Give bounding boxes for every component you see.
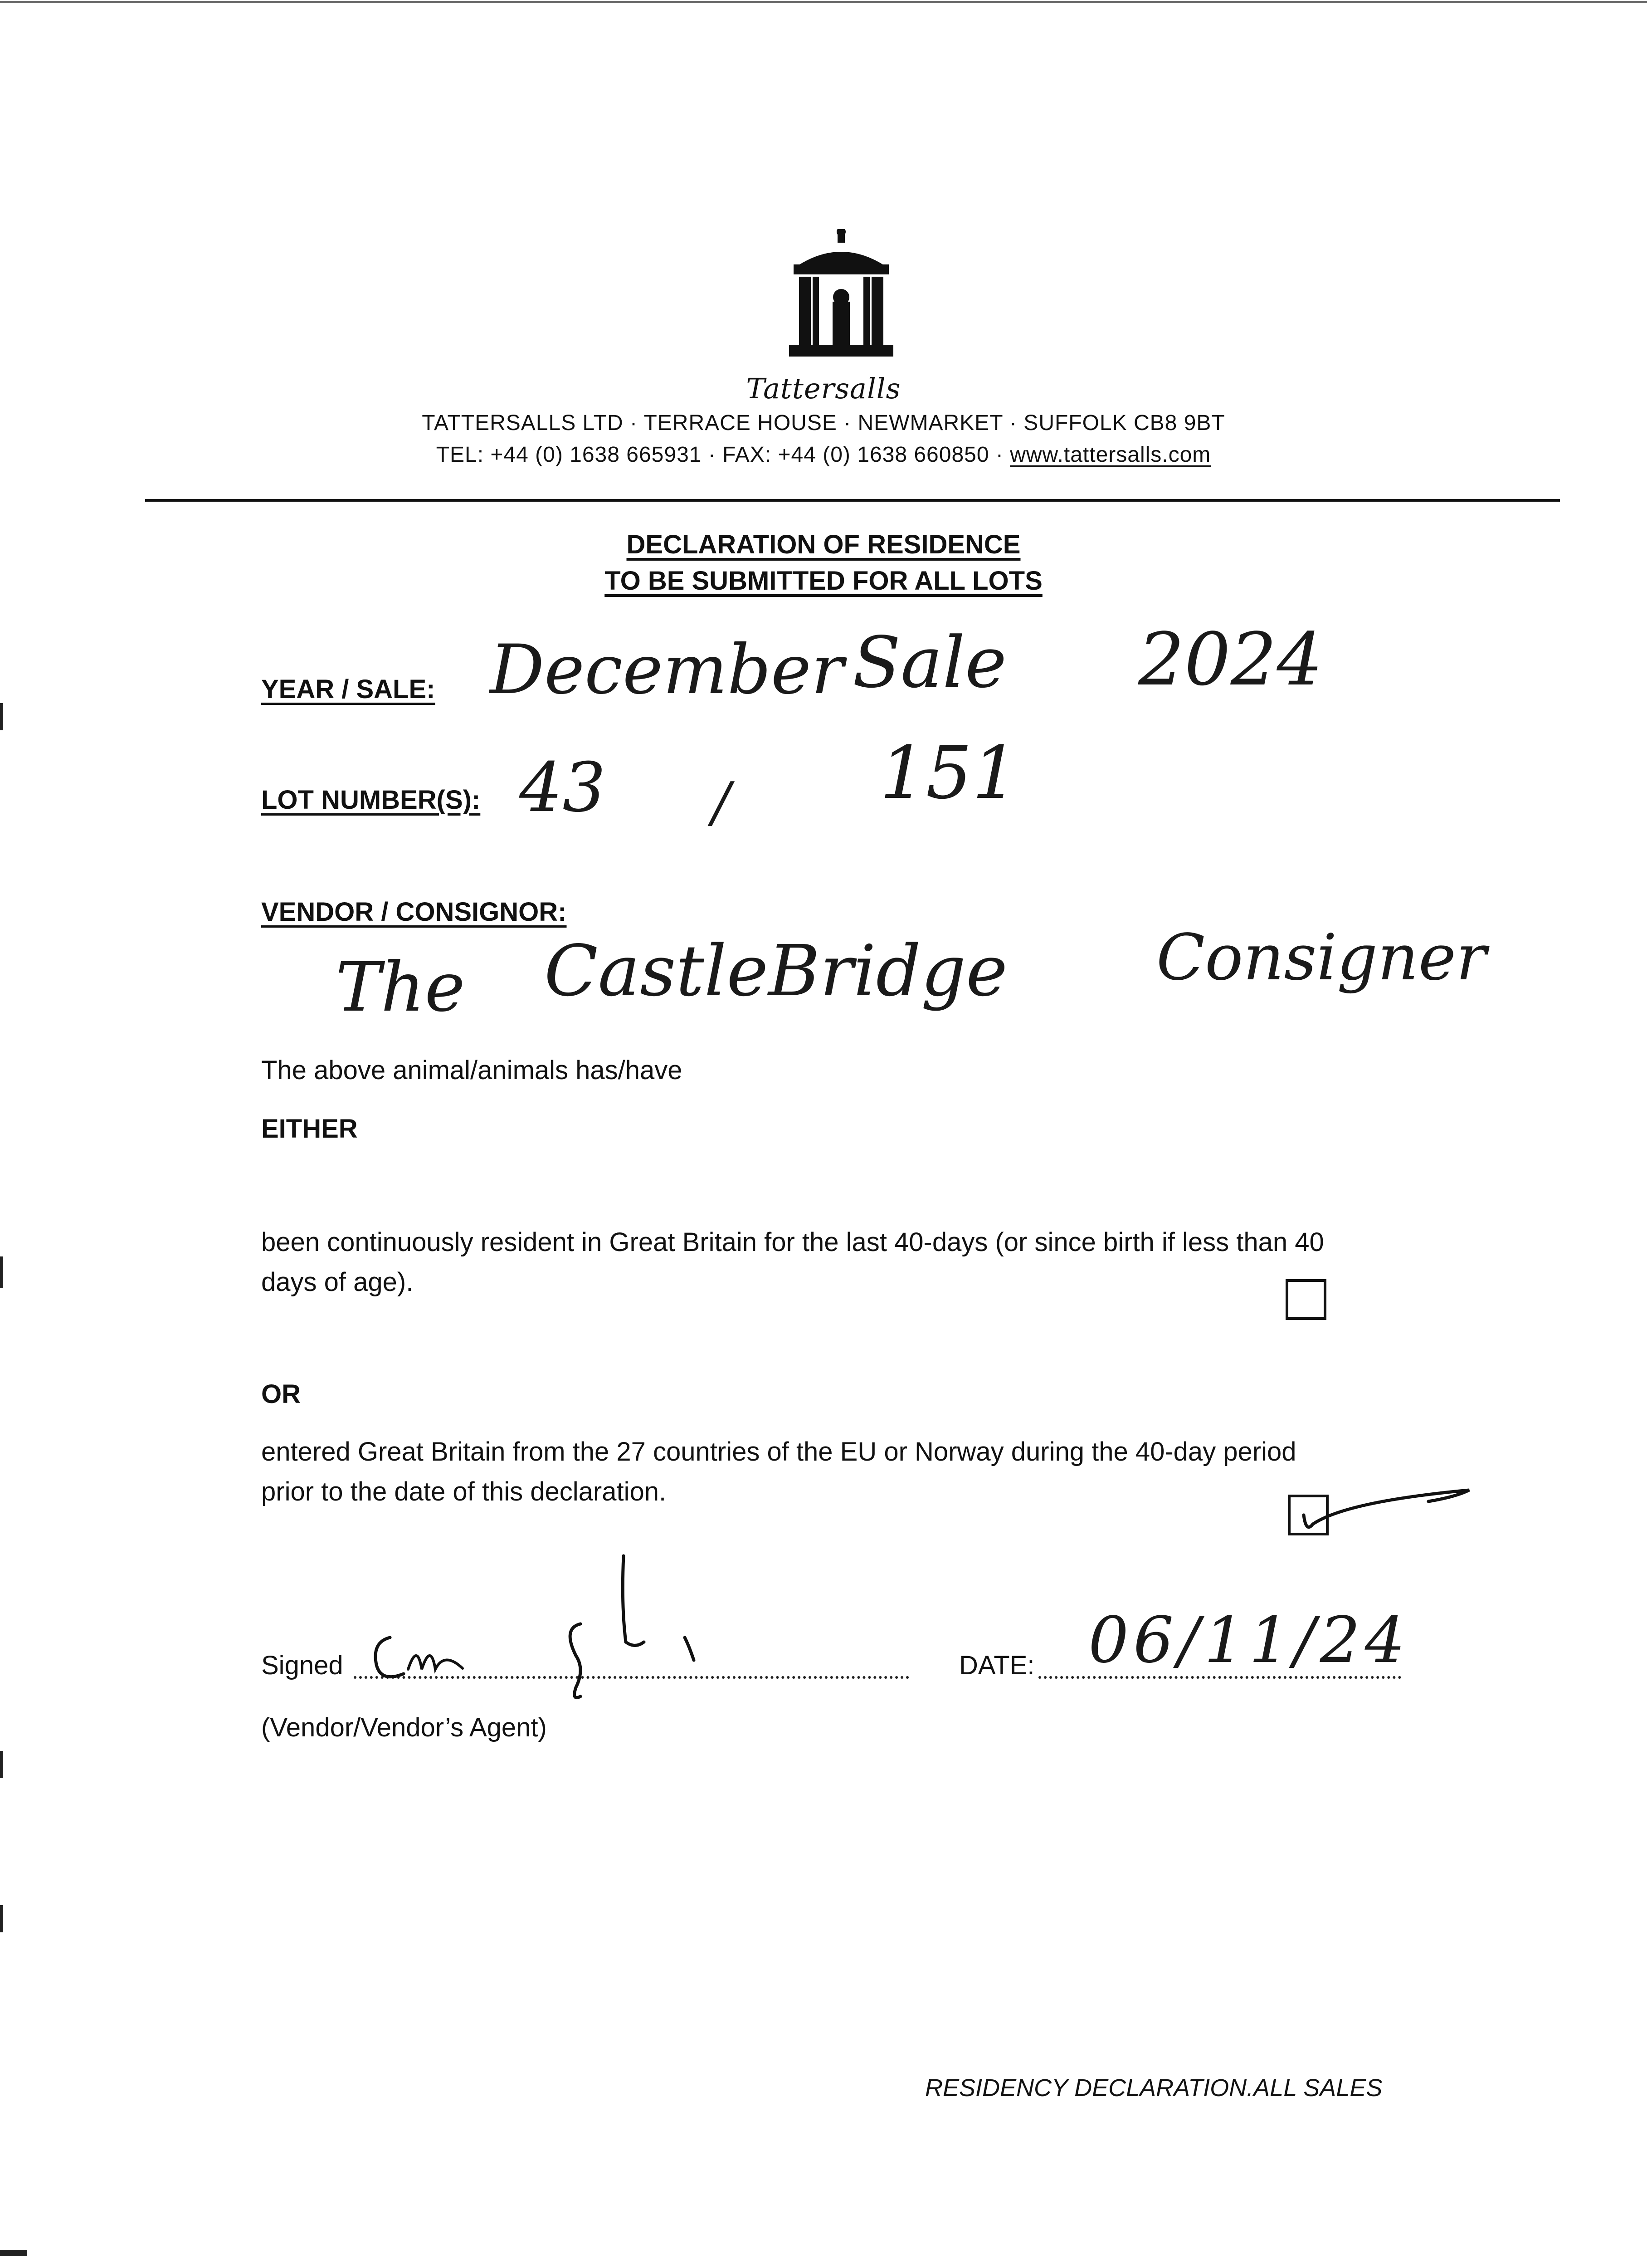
option1-text-line2: days of age).: [261, 1267, 414, 1297]
handwritten-signature[interactable]: [363, 1551, 707, 1706]
year-sale-value-month[interactable]: December: [490, 631, 844, 709]
signed-label: Signed: [261, 1651, 343, 1680]
date-label: DATE:: [959, 1651, 1035, 1680]
vendor-value-name[interactable]: CastleBridge: [544, 930, 1008, 1012]
scan-edge-mark: [0, 703, 3, 730]
contact-phone-fax: TEL: +44 (0) 1638 665931 · FAX: +44 (0) 1638 660850 ·: [436, 443, 1010, 467]
checkmark-icon: [1292, 1483, 1474, 1542]
website-link[interactable]: www.tattersalls.com: [1010, 443, 1211, 467]
signer-role: (Vendor/Vendor’s Agent): [261, 1713, 547, 1742]
option1-text-line1: been continuously resident in Great Britain for the last 40-days (or since birth if less than 40: [261, 1227, 1324, 1257]
lot-numbers-label: LOT NUMBER(S):: [261, 785, 481, 815]
scan-edge-mark: [0, 2250, 27, 2256]
header-divider: [145, 499, 1560, 502]
lot-number-1[interactable]: 43: [519, 748, 606, 827]
lot-separator: /: [712, 771, 731, 834]
page-title: DECLARATION OF RESIDENCE: [626, 530, 1021, 559]
option2-text-line2: prior to the date of this declaration.: [261, 1477, 667, 1506]
lot-number-2[interactable]: 151: [880, 730, 1018, 815]
scan-edge-mark: [0, 1751, 3, 1778]
year-sale-value-sale[interactable]: Sale: [853, 621, 1007, 704]
either-label: EITHER: [261, 1114, 358, 1144]
brand-name: Tattersalls: [746, 372, 901, 405]
year-sale-value-year[interactable]: 2024: [1138, 617, 1323, 702]
option1-checkbox[interactable]: [1286, 1279, 1326, 1320]
year-sale-label: YEAR / SALE:: [261, 675, 435, 704]
option2-text-line1: entered Great Britain from the 27 countries of the EU or Norway during the 40-day period: [261, 1437, 1296, 1466]
company-contact: [0, 442, 1647, 467]
company-address: TATTERSALLS LTD · TERRACE HOUSE · NEWMARKET · SUFFOLK CB8 9BT: [422, 411, 1225, 435]
vendor-value-the[interactable]: The: [336, 948, 465, 1027]
form-identifier: RESIDENCY DECLARATION.ALL SALES: [925, 2074, 1383, 2102]
scan-top-border: [0, 1, 1647, 3]
scan-edge-mark: [0, 1905, 3, 1932]
date-value[interactable]: 06/11/24: [1088, 1603, 1410, 1677]
tattersalls-logo-icon: [789, 229, 893, 370]
scan-edge-mark: [0, 1256, 3, 1288]
page-subtitle: TO BE SUBMITTED FOR ALL LOTS: [604, 566, 1043, 596]
or-label: OR: [261, 1379, 301, 1409]
vendor-consignor-label: VENDOR / CONSIGNOR:: [261, 897, 567, 927]
vendor-value-consigner[interactable]: Consigner: [1156, 921, 1486, 995]
intro-text: The above animal/animals has/have: [261, 1056, 682, 1085]
